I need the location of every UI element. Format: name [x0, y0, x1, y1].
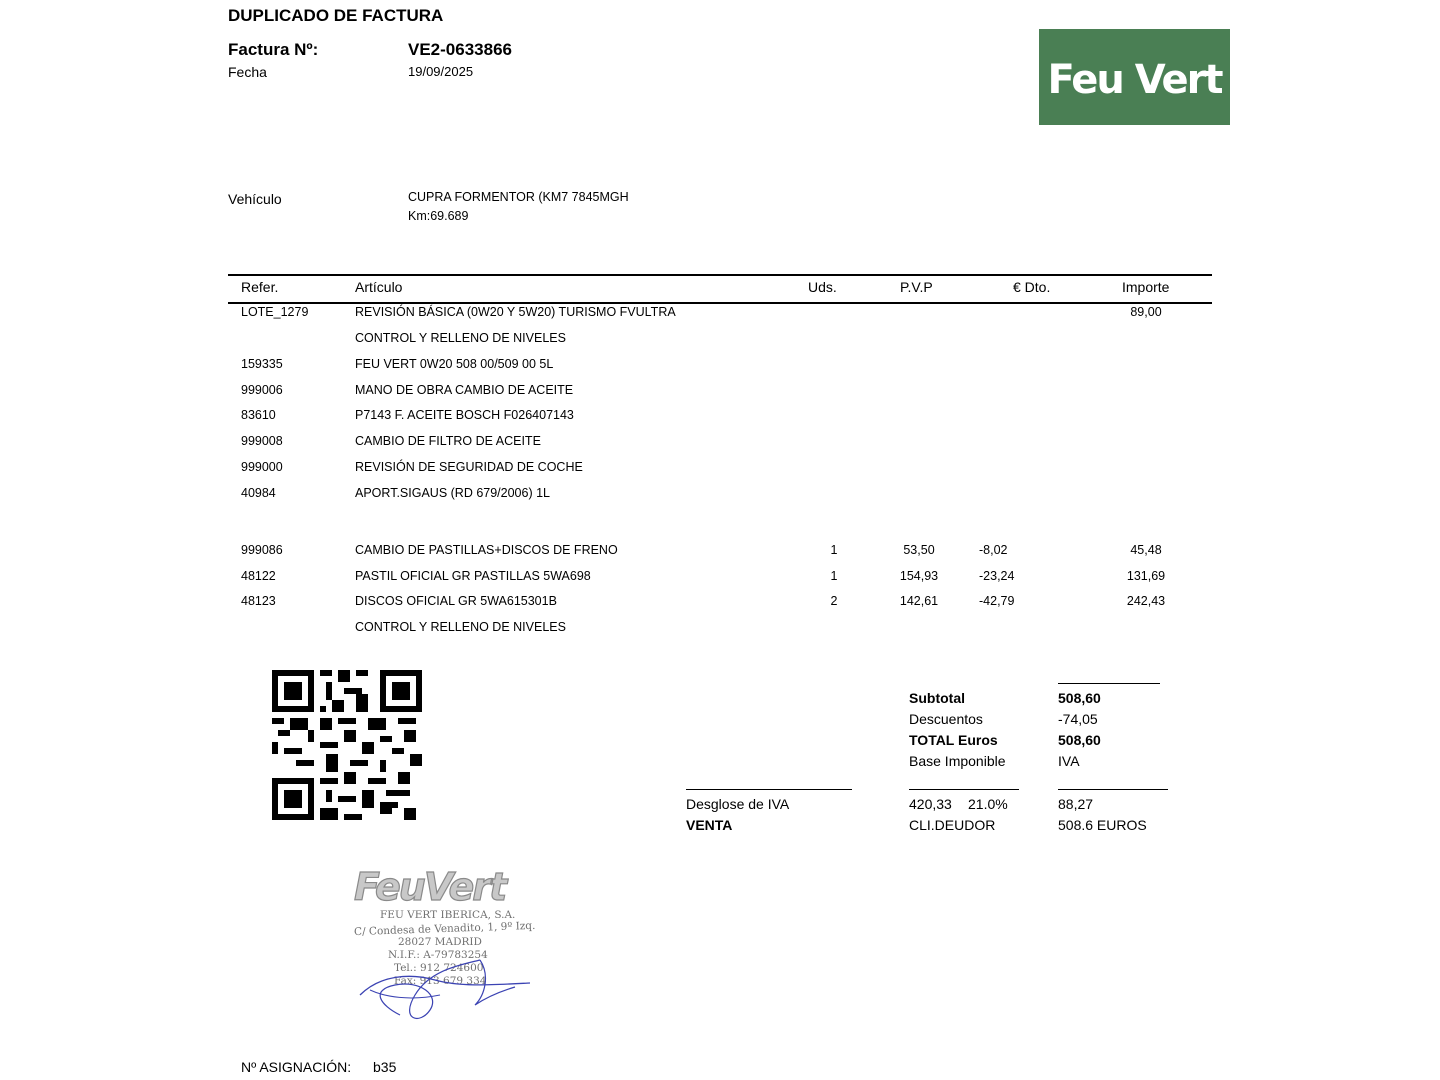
total-label: TOTAL Euros — [909, 732, 998, 748]
cell-ref: 999008 — [241, 434, 283, 448]
stamp-logo-text: FeuVert — [354, 865, 506, 909]
vehicle-km: Km:69.689 — [408, 209, 469, 223]
stamp-address: C/ Condesa de Venadito, 1, 9º Izq. — [353, 919, 536, 939]
stamp-fax: Fax: 913 679 334 — [394, 975, 487, 987]
vehicle-value: CUPRA FORMENTOR (KM7 7845MGH — [408, 190, 629, 204]
invoice-number-label: Factura Nº: — [228, 40, 319, 59]
cell-amount: 131,69 — [1126, 569, 1166, 583]
col-header-pvp: P.V.P — [900, 279, 933, 295]
cell-units: 1 — [830, 543, 838, 557]
vat-rate: 21.0% — [968, 796, 1008, 812]
cell-ref: 48123 — [241, 594, 276, 608]
cell-discount: -8,02 — [979, 543, 1008, 557]
subtotal-label: Subtotal — [909, 690, 965, 706]
col-header-units: Uds. — [808, 279, 837, 295]
stamp-nif: N.I.F.: A-79783254 — [388, 949, 488, 961]
cell-article: CONTROL Y RELLENO DE NIVELES — [355, 331, 566, 345]
cell-ref: 48122 — [241, 569, 276, 583]
stamp-city: 28027 MADRID — [398, 936, 482, 948]
vat-rule-mid — [909, 789, 1019, 790]
base-label: Base Imponible — [909, 753, 1006, 769]
cell-discount: -23,24 — [979, 569, 1015, 583]
logo-text: Feu Vert — [1047, 57, 1222, 103]
vat-rule-right — [1058, 789, 1168, 790]
cell-article: REVISIÓN BÁSICA (0W20 Y 5W20) TURISMO FVULTRA — [355, 305, 676, 319]
cell-article: CONTROL Y RELLENO DE NIVELES — [355, 620, 566, 634]
sale-amount: 508.6 EUROS — [1058, 817, 1147, 833]
vehicle-label: Vehículo — [228, 191, 282, 207]
cell-article: CAMBIO DE PASTILLAS+DISCOS DE FRENO — [355, 543, 618, 557]
stamp-company: FEU VERT IBERICA, S.A. — [380, 909, 516, 921]
col-header-discount: € Dto. — [1013, 279, 1051, 295]
sale-label: VENTA — [686, 817, 733, 833]
cell-pvp: 142,61 — [899, 594, 939, 608]
assignment-label: Nº ASIGNACIÓN: — [241, 1059, 352, 1075]
iva-label: IVA — [1058, 753, 1080, 769]
company-stamp — [340, 865, 540, 1030]
cell-article: P7143 F. ACEITE BOSCH F026407143 — [355, 408, 574, 422]
client-label: CLI.DEUDOR — [909, 817, 996, 833]
table-top-rule — [228, 274, 1212, 276]
document-title: DUPLICADO DE FACTURA — [228, 6, 444, 25]
subtotal-value: 508,60 — [1058, 690, 1101, 706]
cell-pvp: 154,93 — [899, 569, 939, 583]
col-header-ref: Refer. — [241, 279, 279, 295]
stamp-tel: Tel.: 912 724600 — [394, 962, 484, 974]
cell-amount: 242,43 — [1126, 594, 1166, 608]
vat-rule-left — [686, 789, 852, 790]
cell-ref: 40984 — [241, 486, 276, 500]
feu-vert-logo — [1039, 29, 1230, 125]
col-header-amount: Importe — [1122, 279, 1170, 295]
cell-article: PASTIL OFICIAL GR PASTILLAS 5WA698 — [355, 569, 591, 583]
cell-article: MANO DE OBRA CAMBIO DE ACEITE — [355, 383, 574, 397]
cell-ref: 83610 — [241, 408, 276, 422]
totals-top-rule — [1058, 683, 1160, 684]
cell-article: REVISIÓN DE SEGURIDAD DE COCHE — [355, 460, 583, 474]
col-header-article: Artículo — [355, 279, 403, 295]
discounts-label: Descuentos — [909, 711, 983, 727]
assignment-value: b35 — [373, 1059, 397, 1075]
cell-units: 1 — [830, 569, 838, 583]
cell-article: APORT.SIGAUS (RD 679/2006) 1L — [355, 486, 550, 500]
cell-units: 2 — [830, 594, 838, 608]
total-value: 508,60 — [1058, 732, 1101, 748]
signature — [340, 935, 540, 1030]
cell-article: FEU VERT 0W20 508 00/509 00 5L — [355, 357, 554, 371]
cell-ref: 999000 — [241, 460, 283, 474]
vat-breakdown-label: Desglose de IVA — [686, 796, 790, 812]
cell-amount: 89,00 — [1130, 305, 1162, 319]
cell-discount: -42,79 — [979, 594, 1015, 608]
cell-amount: 45,48 — [1130, 543, 1162, 557]
date-value: 19/09/2025 — [408, 64, 474, 79]
cell-pvp: 53,50 — [903, 543, 935, 557]
cell-article: CAMBIO DE FILTRO DE ACEITE — [355, 434, 541, 448]
discounts-value: -74,05 — [1058, 711, 1098, 727]
qr-code — [272, 670, 422, 820]
cell-ref: 159335 — [241, 357, 283, 371]
vat-base-value: 420,33 — [909, 796, 952, 812]
vat-amount: 88,27 — [1058, 796, 1094, 812]
date-label: Fecha — [228, 64, 267, 80]
invoice-number: VE2-0633866 — [408, 40, 512, 59]
cell-ref: 999086 — [241, 543, 283, 557]
cell-article: DISCOS OFICIAL GR 5WA615301B — [355, 594, 557, 608]
cell-ref: 999006 — [241, 383, 283, 397]
cell-ref: LOTE_1279 — [241, 305, 309, 319]
table-header-rule — [228, 302, 1212, 304]
